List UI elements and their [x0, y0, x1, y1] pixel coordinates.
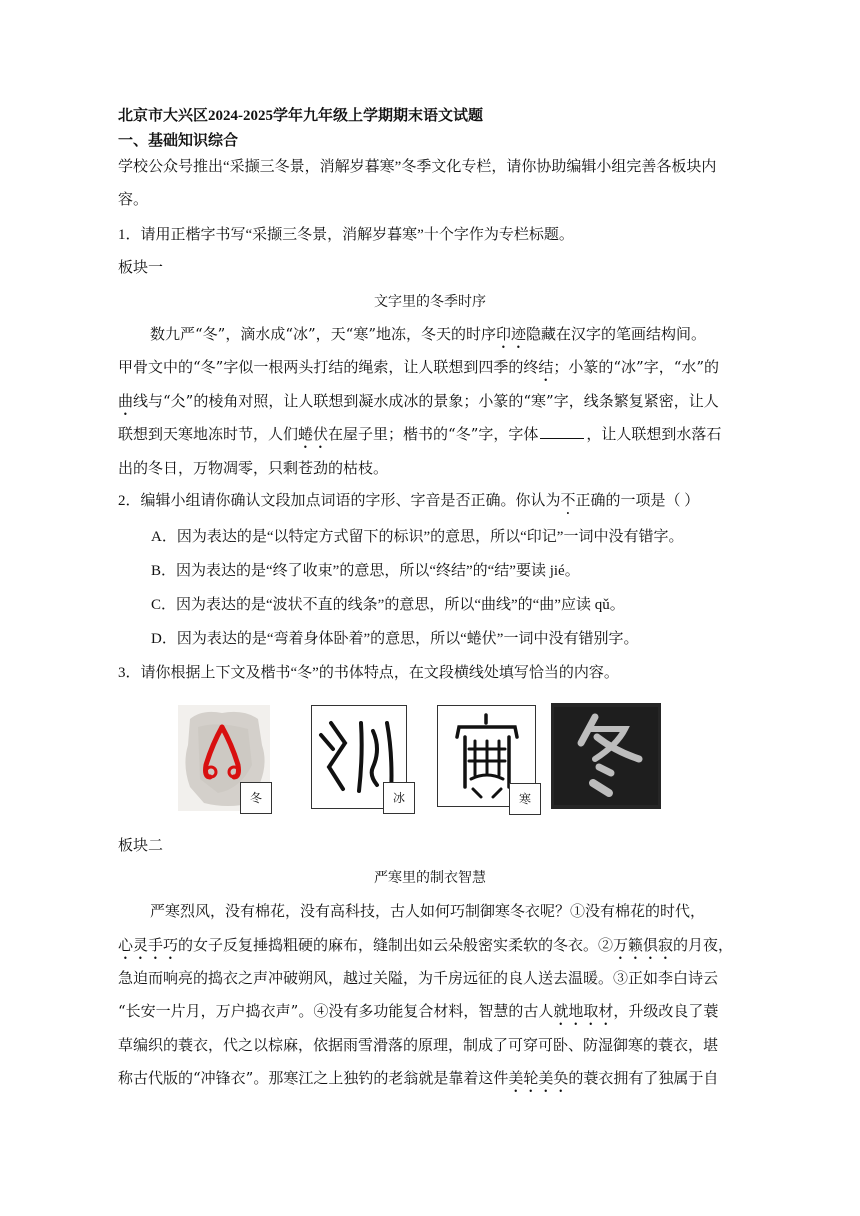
block1-paragraph-line-4 [118, 424, 721, 452]
dotted-word-quanfu: 蜷伏 [298, 425, 329, 443]
fill-blank[interactable] [540, 424, 584, 439]
block1-paragraph-line-2 [118, 357, 719, 385]
seal-script-bing-image [311, 705, 407, 809]
question-1: 1．请用正楷字书写“采撷三冬景，消解岁暮寒”十个字作为专栏标题。 [118, 227, 574, 243]
exam-title: 北京市大兴区2024-2025学年九年级上学期期末语文试题 [118, 108, 483, 124]
text-span: 数九严“冬”，滴水成“冰”，天“寒”地冻，冬天的时序 [150, 325, 497, 343]
dotted-word-bu: 不 [560, 493, 576, 509]
block1-label: 板块一 [118, 260, 164, 276]
seal-script-han-image [437, 705, 545, 813]
block1-paragraph-line-3 [118, 391, 719, 419]
question-2-stem [118, 491, 699, 518]
text-span: 线与“仌”的棱角对照，让人联想到凝水成冰的景象；小篆的“寒”字，线条繁复紧密，让人 [133, 392, 719, 410]
block2-paragraph-line-4 [118, 1001, 718, 1029]
text-span: 的月夜， [673, 936, 734, 954]
question-2-option-c: C．因为表达的是“波状不直的线条”的意思，所以“曲线”的“曲”应读 qǔ。 [151, 597, 625, 613]
dotted-word-wanlaijuji: 万籁俱寂 [613, 936, 674, 954]
text-span: 隐藏在汉字的笔画结构间。 [526, 325, 707, 343]
question-3: 3．请你根据上下文及楷书“冬”的书体特点，在文段横线处填写恰当的内容。 [118, 665, 619, 681]
text-span: 的蓑衣拥有了独属于自 [568, 1069, 719, 1087]
text-span: 在屋子里；楷书的“冬”字，字体 [328, 425, 539, 443]
text-span: 联想到天寒地冻时节，人们 [118, 425, 299, 443]
image-label-dong: 冬 [240, 782, 272, 814]
dotted-word-meilunmeihuan: 美轮美奂 [508, 1069, 569, 1087]
block2-paragraph-line-1: 严寒烈风，没有棉花，没有高科技，古人如何巧制御寒冬衣呢？①没有棉花的时代， [150, 902, 706, 920]
block2-paragraph-line-6 [118, 1068, 718, 1096]
block1-paragraph-line-5: 出的冬日，万物凋零，只剩苍劲的枯枝。 [118, 459, 389, 477]
text-span: 的女子反复捶捣粗硬的麻布，缝制出如云朵般密实柔软的冬衣。② [178, 936, 614, 954]
dotted-word-yinji: 印迹 [496, 325, 527, 343]
block2-label: 板块二 [118, 838, 164, 854]
text-span: 2．编辑小组请你确认文段加点词语的字形、字音是否正确。你认为 [118, 493, 561, 509]
intro-line-2: 容。 [118, 192, 149, 208]
image-label-han: 寒 [509, 783, 541, 815]
regular-script-dong-drawing [551, 703, 661, 809]
dotted-word-qu: 曲 [118, 392, 134, 410]
dotted-word-jie: 结 [538, 358, 554, 376]
text-span: 正确的一项是（ ） [575, 493, 700, 509]
dotted-word-xinlingshouqiao: 心灵手巧 [118, 936, 179, 954]
text-span: 甲骨文中的“冬”字似一根两头打结的绳索，让人联想到四季的终 [118, 358, 539, 376]
question-2-option-d: D．因为表达的是“弯着身体卧着”的意思，所以“蜷伏”一词中没有错别字。 [151, 631, 639, 647]
block2-title: 严寒里的制衣智慧 [374, 870, 486, 886]
question-2-option-a: A．因为表达的是“以特定方式留下的标识”的意思，所以“印记”一词中没有错字。 [151, 529, 684, 545]
image-label-bing: 冰 [383, 782, 415, 814]
regular-script-dong-rubbing [551, 703, 661, 809]
text-span: ，让人联想到水落石 [586, 425, 722, 443]
text-span: “长安一片月，万户捣衣声”。④没有多功能复合材料，智慧的古人 [118, 1002, 554, 1020]
block2-paragraph-line-2 [118, 935, 733, 963]
dotted-word-jiudiqucai: 就地取材 [553, 1002, 614, 1020]
text-span: 称古代版的“冲锋衣”。那寒江之上独钓的老翁就是靠着这件 [118, 1069, 509, 1087]
section-heading: 一、基础知识综合 [118, 133, 239, 149]
block2-paragraph-line-3: 急迫而响亮的捣衣之声冲破朔风，越过关隘，为千房远征的良人送去温暖。③正如李白诗云 [118, 969, 719, 987]
intro-line-1: 学校公众号推出“采撷三冬景，消解岁暮寒”冬季文化专栏，请你协助编辑小组完善各板块内 [118, 159, 717, 175]
block2-paragraph-line-5: 草编织的蓑衣，代之以棕麻，依据雨雪滑落的原理，制成了可穿可卧、防湿御寒的蓑衣，堪 [118, 1036, 719, 1054]
question-2-option-b: B．因为表达的是“终了收束”的意思，所以“终结”的“结”要读 jié。 [151, 563, 580, 579]
text-span: ；小篆的“冰”字，“水”的 [553, 358, 720, 376]
oracle-bone-dong-image [178, 705, 270, 811]
block1-paragraph-line-1 [150, 324, 706, 352]
text-span: ，升级改良了蓑 [613, 1002, 719, 1020]
block1-title: 文字里的冬季时序 [374, 294, 486, 310]
